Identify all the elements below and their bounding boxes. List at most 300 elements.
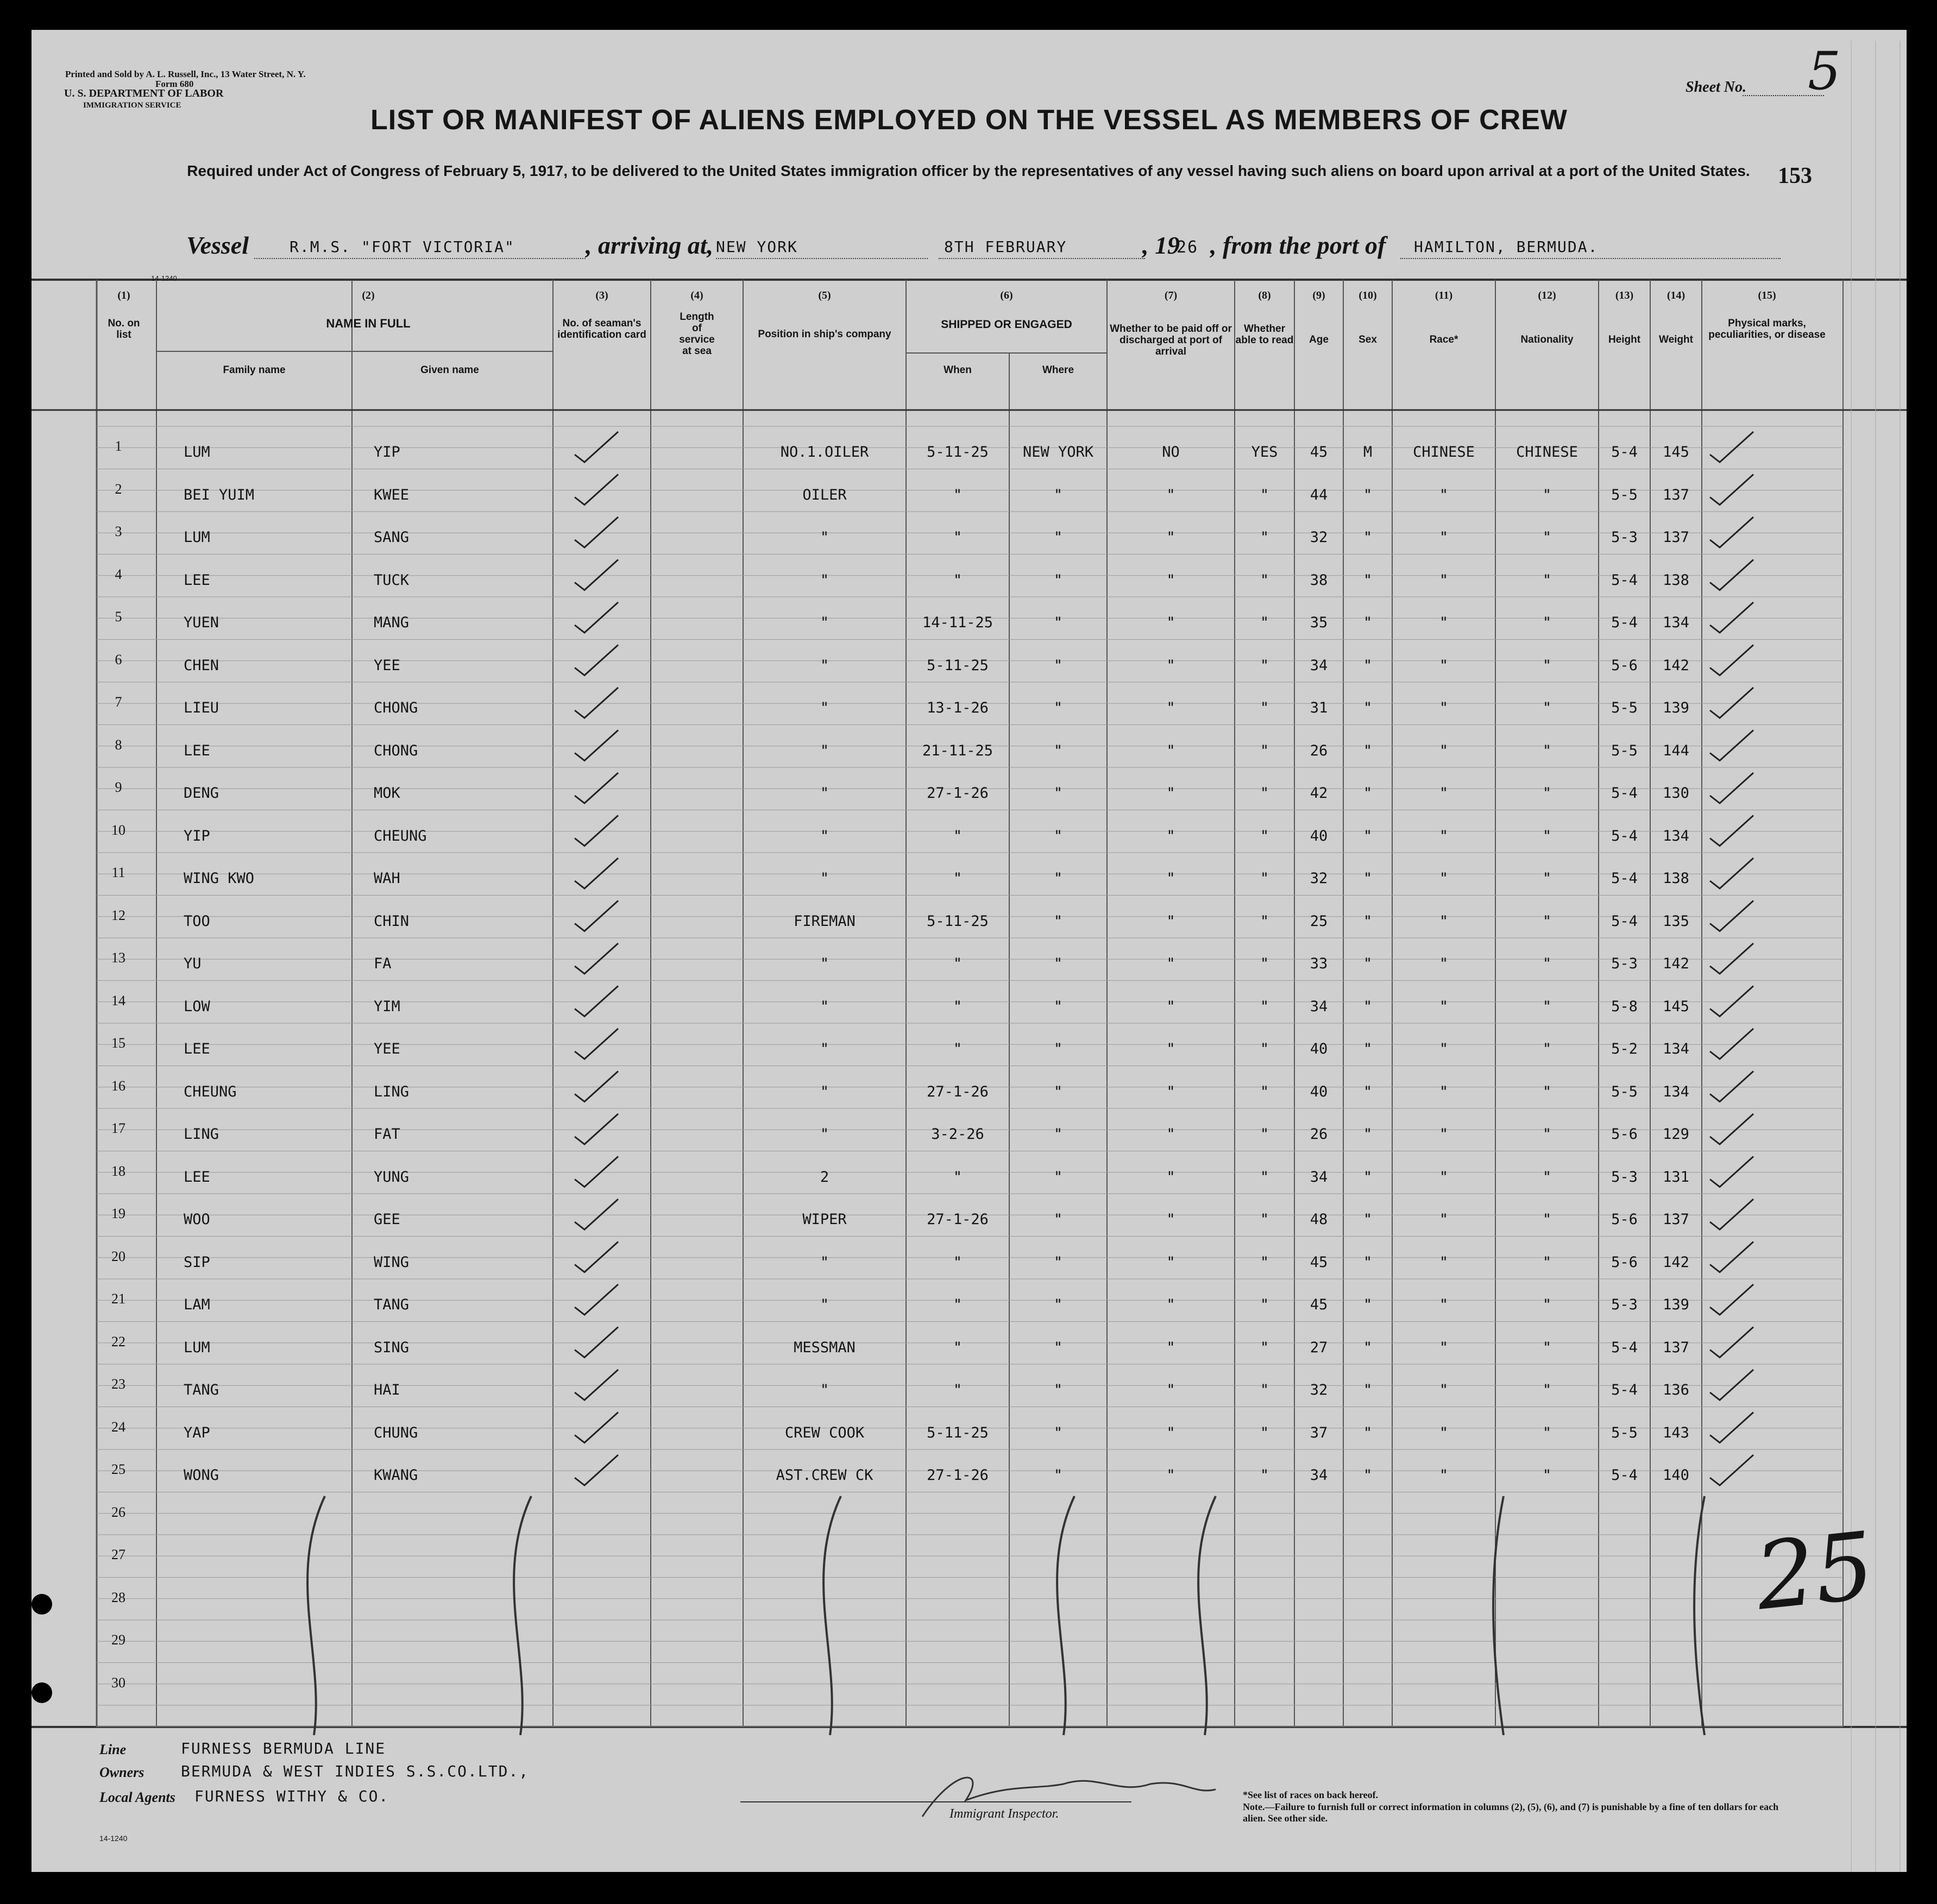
cancel-stroke bbox=[514, 1496, 531, 1735]
handwritten-total: 25 bbox=[1751, 1512, 1879, 1631]
cell-weight: 136 bbox=[1663, 1382, 1689, 1398]
cell-sex: " bbox=[1363, 529, 1373, 546]
cell-height: 5-5 bbox=[1611, 742, 1638, 759]
cell-family: LOW bbox=[184, 998, 210, 1015]
cell-height: 5-5 bbox=[1611, 699, 1638, 716]
row-number: 3 bbox=[115, 524, 122, 539]
cell-family: TOO bbox=[184, 912, 210, 930]
arrival-date: 8TH FEBRUARY bbox=[944, 238, 1067, 256]
cell-sex: " bbox=[1363, 1083, 1373, 1100]
cell-position: " bbox=[820, 827, 829, 844]
id-check-mark bbox=[575, 858, 618, 888]
id-check-mark bbox=[575, 1242, 618, 1272]
cell-age: 37 bbox=[1310, 1424, 1328, 1441]
cell-paid-off: " bbox=[1166, 699, 1175, 716]
cell-where: " bbox=[1053, 1339, 1063, 1356]
cell-race: " bbox=[1439, 870, 1449, 887]
row-number: 11 bbox=[111, 865, 125, 880]
cell-age: 26 bbox=[1310, 1126, 1328, 1143]
cell-paid-off: " bbox=[1166, 955, 1175, 972]
cell-sex: " bbox=[1363, 1382, 1373, 1398]
cell-nationality: " bbox=[1542, 1382, 1552, 1398]
cell-height: 5-4 bbox=[1611, 444, 1638, 461]
cell-read: " bbox=[1260, 529, 1269, 546]
col10-head: Sex bbox=[1359, 334, 1377, 345]
id-check-mark bbox=[575, 901, 618, 931]
cell-position: " bbox=[820, 1382, 829, 1398]
cell-position: " bbox=[820, 955, 829, 972]
cell-family: LUM bbox=[184, 1339, 210, 1356]
cell-age: 38 bbox=[1310, 571, 1328, 589]
cell-given: LING bbox=[374, 1083, 410, 1100]
arriving-dotline bbox=[716, 258, 928, 259]
cell-race: " bbox=[1439, 571, 1449, 589]
inspector-label: Immigrant Inspector. bbox=[949, 1807, 1059, 1821]
cell-when: " bbox=[953, 1168, 963, 1186]
cell-weight: 130 bbox=[1663, 785, 1689, 802]
cell-family: LEE bbox=[184, 742, 210, 759]
cell-family: LUM bbox=[184, 529, 210, 546]
cell-given: WAH bbox=[374, 870, 400, 887]
id-check-mark bbox=[575, 773, 618, 803]
cell-paid-off: " bbox=[1166, 1382, 1175, 1398]
cell-given: FA bbox=[374, 955, 392, 972]
cell-sex: " bbox=[1363, 1467, 1373, 1484]
cell-position: 2 bbox=[820, 1168, 829, 1186]
cell-height: 5-3 bbox=[1611, 1168, 1638, 1186]
cell-race: " bbox=[1439, 1168, 1449, 1186]
cell-sex: " bbox=[1363, 1296, 1373, 1313]
cell-sex: " bbox=[1363, 870, 1373, 887]
cell-age: 33 bbox=[1310, 955, 1328, 972]
row-number: 1 bbox=[115, 438, 122, 454]
cell-given: CHONG bbox=[374, 742, 418, 759]
cell-sex: " bbox=[1363, 1126, 1373, 1143]
cell-family: SIP bbox=[184, 1253, 210, 1271]
cell-sex: " bbox=[1363, 785, 1373, 802]
cell-weight: 137 bbox=[1663, 486, 1689, 503]
cell-height: 5-3 bbox=[1611, 1296, 1638, 1313]
cell-paid-off: " bbox=[1166, 1296, 1175, 1313]
cell-where: " bbox=[1053, 1168, 1063, 1186]
physical-check-mark bbox=[1710, 816, 1753, 846]
cell-weight: 131 bbox=[1663, 1168, 1689, 1186]
cell-family: WONG bbox=[184, 1467, 219, 1484]
cell-weight: 138 bbox=[1663, 571, 1689, 589]
row-number: 25 bbox=[111, 1461, 125, 1477]
cell-race: " bbox=[1439, 1253, 1449, 1271]
cell-where: " bbox=[1053, 486, 1063, 503]
cell-position: FIREMAN bbox=[794, 912, 856, 930]
cell-where: " bbox=[1053, 1211, 1063, 1228]
row-number: 17 bbox=[111, 1120, 125, 1136]
cell-where: " bbox=[1053, 1253, 1063, 1271]
cell-read: " bbox=[1260, 827, 1269, 844]
col12-num: (12) bbox=[1538, 289, 1556, 301]
cell-family: WOO bbox=[184, 1211, 210, 1228]
cell-sex: " bbox=[1363, 571, 1373, 589]
year-suffix: 26 bbox=[1177, 238, 1199, 257]
physical-check-mark bbox=[1710, 1284, 1753, 1315]
cell-read: " bbox=[1260, 1382, 1269, 1398]
physical-check-mark bbox=[1710, 943, 1753, 974]
arriving-label: , arriving at, bbox=[586, 231, 714, 259]
cell-age: 32 bbox=[1310, 1382, 1328, 1398]
given-name-head: Given name bbox=[420, 364, 479, 376]
cell-when: " bbox=[953, 1253, 963, 1271]
cell-nationality: " bbox=[1542, 1168, 1552, 1186]
cell-where: " bbox=[1053, 1083, 1063, 1100]
cell-age: 45 bbox=[1310, 1296, 1328, 1313]
cell-when: " bbox=[953, 1382, 963, 1398]
cell-height: 5-4 bbox=[1611, 1382, 1638, 1398]
cell-family: YAP bbox=[184, 1424, 210, 1441]
cell-where: " bbox=[1053, 657, 1063, 674]
id-check-mark bbox=[575, 1029, 618, 1059]
cell-where: " bbox=[1053, 998, 1063, 1015]
cell-given: CHIN bbox=[374, 912, 410, 930]
cell-age: 32 bbox=[1310, 870, 1328, 887]
row-number: 18 bbox=[111, 1163, 125, 1179]
page-subtitle: Required under Act of Congress of February 5, 1917, to be delivered to the United States immigration officer by the representatives of any vessel having such aliens on board upon arrival at a port of the United States. bbox=[187, 162, 1750, 179]
cell-race: CHINESE bbox=[1413, 444, 1475, 461]
cell-weight: 139 bbox=[1663, 699, 1689, 716]
cell-sex: " bbox=[1363, 1339, 1373, 1356]
col9-head: Age bbox=[1309, 334, 1329, 345]
cancel-stroke bbox=[1198, 1496, 1216, 1735]
id-check-mark bbox=[575, 602, 618, 633]
cell-weight: 145 bbox=[1663, 998, 1689, 1015]
cell-position: " bbox=[820, 998, 829, 1015]
cell-race: " bbox=[1439, 912, 1449, 930]
cell-position: MESSMAN bbox=[794, 1339, 856, 1356]
table-grid bbox=[32, 30, 1907, 1872]
cell-position: " bbox=[820, 1253, 829, 1271]
cell-race: " bbox=[1439, 1467, 1449, 1484]
cell-where: NEW YORK bbox=[1022, 444, 1094, 461]
col10-num: (10) bbox=[1359, 289, 1377, 301]
row-number: 9 bbox=[115, 779, 122, 795]
cell-position: CREW COOK bbox=[784, 1424, 865, 1441]
vessel-dotline bbox=[254, 258, 586, 259]
col9-num: (9) bbox=[1312, 289, 1325, 301]
cell-sex: " bbox=[1363, 827, 1373, 844]
cell-nationality: " bbox=[1542, 1424, 1552, 1441]
cell-age: 48 bbox=[1310, 1211, 1328, 1228]
id-check-mark bbox=[575, 1455, 618, 1485]
cell-where: " bbox=[1053, 912, 1063, 930]
cell-position: " bbox=[820, 529, 829, 546]
cell-height: 5-4 bbox=[1611, 785, 1638, 802]
cell-read: " bbox=[1260, 1083, 1269, 1100]
cell-age: 44 bbox=[1310, 486, 1328, 503]
cell-where: " bbox=[1053, 529, 1063, 546]
cell-race: " bbox=[1439, 998, 1449, 1015]
cell-height: 5-5 bbox=[1611, 1424, 1638, 1441]
cell-family: BEI YUIM bbox=[184, 486, 255, 503]
physical-check-mark bbox=[1710, 730, 1753, 761]
cell-position: " bbox=[820, 1126, 829, 1143]
row-number: 16 bbox=[111, 1077, 125, 1094]
cell-position: " bbox=[820, 571, 829, 589]
cell-race: " bbox=[1439, 742, 1449, 759]
cell-weight: 138 bbox=[1663, 870, 1689, 887]
cell-read: YES bbox=[1251, 444, 1278, 461]
cell-paid-off: " bbox=[1166, 529, 1175, 546]
cell-weight: 142 bbox=[1663, 657, 1689, 674]
cell-weight: 129 bbox=[1663, 1126, 1689, 1143]
id-check-mark bbox=[575, 560, 618, 590]
cell-paid-off: " bbox=[1166, 827, 1175, 844]
cell-weight: 140 bbox=[1663, 1467, 1689, 1484]
date-dotline bbox=[939, 258, 1145, 259]
col11-num: (11) bbox=[1435, 289, 1453, 301]
physical-check-mark bbox=[1710, 432, 1753, 462]
cell-weight: 137 bbox=[1663, 1339, 1689, 1356]
cell-age: 26 bbox=[1310, 742, 1328, 759]
cell-height: 5-4 bbox=[1611, 912, 1638, 930]
page-number: 153 bbox=[1778, 163, 1812, 188]
row-number: 4 bbox=[115, 566, 122, 582]
physical-check-mark bbox=[1710, 1157, 1753, 1187]
cell-paid-off: " bbox=[1166, 912, 1175, 930]
cell-age: 45 bbox=[1310, 1253, 1328, 1271]
cell-race: " bbox=[1439, 1296, 1449, 1313]
cell-given: CHUNG bbox=[374, 1424, 418, 1441]
id-check-mark bbox=[575, 688, 618, 718]
col7-head: Whether to be paid off or discharged at port of arrival bbox=[1110, 323, 1232, 357]
col15-num: (15) bbox=[1758, 289, 1776, 301]
cell-sex: " bbox=[1363, 742, 1373, 759]
cell-race: " bbox=[1439, 657, 1449, 674]
cell-given: YIM bbox=[374, 998, 400, 1015]
row-number: 6 bbox=[115, 651, 122, 667]
cell-when: " bbox=[953, 955, 963, 972]
year-prefix: , 19 bbox=[1142, 231, 1180, 259]
id-check-mark bbox=[575, 475, 618, 505]
cell-when: " bbox=[953, 486, 963, 503]
cell-read: " bbox=[1260, 486, 1269, 503]
row-number: 24 bbox=[111, 1418, 125, 1435]
cell-when: 5-11-25 bbox=[927, 657, 989, 674]
cell-read: " bbox=[1260, 1126, 1269, 1143]
from-port-label: , from the port of bbox=[1210, 231, 1386, 259]
manifest-sheet bbox=[32, 30, 1907, 1872]
cell-race: " bbox=[1439, 486, 1449, 503]
cell-when: " bbox=[953, 827, 963, 844]
cell-read: " bbox=[1260, 1339, 1269, 1356]
page-title: LIST OR MANIFEST OF ALIENS EMPLOYED ON THE VESSEL AS MEMBERS OF CREW bbox=[370, 104, 1568, 136]
owners-label: Owners bbox=[99, 1764, 144, 1780]
cell-given: YIP bbox=[374, 444, 400, 461]
cell-weight: 142 bbox=[1663, 955, 1689, 972]
cell-weight: 144 bbox=[1663, 742, 1689, 759]
col5-head: Position in ship's company bbox=[758, 329, 891, 340]
row-number: 20 bbox=[111, 1248, 125, 1264]
col4-head: Length of service at sea bbox=[679, 311, 715, 357]
cell-nationality: " bbox=[1542, 529, 1552, 546]
cell-height: 5-3 bbox=[1611, 955, 1638, 972]
cell-where: " bbox=[1053, 742, 1063, 759]
cell-where: " bbox=[1053, 785, 1063, 802]
col3-head: No. of seaman's identification card bbox=[557, 318, 646, 341]
cell-when: 5-11-25 bbox=[927, 1424, 989, 1441]
cell-given: SING bbox=[374, 1339, 410, 1356]
sheet-number-label: Sheet No. bbox=[1686, 79, 1746, 96]
cell-height: 5-6 bbox=[1611, 657, 1638, 674]
col7-num: (7) bbox=[1164, 289, 1178, 301]
cell-sex: " bbox=[1363, 486, 1373, 503]
cell-height: 5-5 bbox=[1611, 486, 1638, 503]
row-number: 15 bbox=[111, 1035, 125, 1051]
col6-num: (6) bbox=[1000, 289, 1013, 301]
cell-sex: " bbox=[1363, 1424, 1373, 1441]
cell-weight: 137 bbox=[1663, 1211, 1689, 1228]
row-number: 13 bbox=[111, 950, 125, 966]
arriving-port: NEW YORK bbox=[716, 238, 798, 256]
cell-age: 34 bbox=[1310, 998, 1328, 1015]
cell-nationality: " bbox=[1542, 1126, 1552, 1143]
cell-family: LAM bbox=[184, 1296, 210, 1313]
punch-hole bbox=[32, 1682, 52, 1703]
row-number: 10 bbox=[111, 822, 125, 838]
cell-height: 5-2 bbox=[1611, 1041, 1638, 1057]
cell-race: " bbox=[1439, 785, 1449, 802]
cell-race: " bbox=[1439, 1382, 1449, 1398]
cell-read: " bbox=[1260, 657, 1269, 674]
family-name-head: Family name bbox=[223, 364, 286, 376]
cell-sex: " bbox=[1363, 657, 1373, 674]
cell-given: GEE bbox=[374, 1211, 400, 1228]
cell-position: OILER bbox=[802, 486, 847, 503]
cell-sex: " bbox=[1363, 998, 1373, 1015]
cell-weight: 134 bbox=[1663, 1083, 1689, 1100]
id-check-mark bbox=[575, 1114, 618, 1144]
cell-age: 42 bbox=[1310, 785, 1328, 802]
cell-nationality: " bbox=[1542, 998, 1552, 1015]
cell-family: YUEN bbox=[184, 614, 219, 631]
cell-nationality: " bbox=[1542, 699, 1552, 716]
cell-given: CHEUNG bbox=[374, 827, 427, 844]
id-check-mark bbox=[575, 1071, 618, 1102]
cell-position: " bbox=[820, 614, 829, 631]
cell-height: 5-6 bbox=[1611, 1126, 1638, 1143]
physical-check-mark bbox=[1710, 602, 1753, 633]
row-number: 30 bbox=[111, 1674, 125, 1691]
row-number: 14 bbox=[111, 992, 125, 1008]
cell-sex: " bbox=[1363, 1168, 1373, 1186]
cell-family: LEE bbox=[184, 1168, 210, 1186]
cell-race: " bbox=[1439, 614, 1449, 631]
cell-sex: " bbox=[1363, 1253, 1373, 1271]
cell-nationality: " bbox=[1542, 1211, 1552, 1228]
row-number: 23 bbox=[111, 1376, 125, 1392]
agents-label: Local Agents bbox=[99, 1789, 175, 1805]
cell-read: " bbox=[1260, 785, 1269, 802]
row-number: 29 bbox=[111, 1632, 125, 1648]
races-note: *See list of races on back hereof. bbox=[1243, 1789, 1379, 1800]
cell-race: " bbox=[1439, 827, 1449, 844]
cell-position: " bbox=[820, 657, 829, 674]
cell-position: " bbox=[820, 1041, 829, 1057]
cell-weight: 142 bbox=[1663, 1253, 1689, 1271]
cell-race: " bbox=[1439, 529, 1449, 546]
physical-check-mark bbox=[1710, 1327, 1753, 1358]
cell-paid-off: " bbox=[1166, 998, 1175, 1015]
cell-family: LIEU bbox=[184, 699, 219, 716]
cell-when: " bbox=[953, 1041, 963, 1057]
cell-paid-off: " bbox=[1166, 785, 1175, 802]
cell-given: TANG bbox=[374, 1296, 410, 1313]
cell-sex: M bbox=[1363, 444, 1373, 461]
cell-paid-off: " bbox=[1166, 1041, 1175, 1057]
cell-height: 5-5 bbox=[1611, 1083, 1638, 1100]
id-check-mark bbox=[575, 1199, 618, 1230]
col4-num: (4) bbox=[690, 289, 703, 301]
physical-check-mark bbox=[1710, 688, 1753, 718]
id-check-mark bbox=[575, 943, 618, 974]
cell-paid-off: " bbox=[1166, 1424, 1175, 1441]
cell-where: " bbox=[1053, 1424, 1063, 1441]
cell-where: " bbox=[1053, 1296, 1063, 1313]
cell-read: " bbox=[1260, 1211, 1269, 1228]
cell-position: " bbox=[820, 742, 829, 759]
physical-check-mark bbox=[1710, 773, 1753, 803]
cell-when: 21-11-25 bbox=[922, 742, 993, 759]
cell-paid-off: " bbox=[1166, 742, 1175, 759]
cell-position: " bbox=[820, 870, 829, 887]
row-number: 27 bbox=[111, 1547, 125, 1562]
col6-head: SHIPPED OR ENGAGED bbox=[941, 318, 1072, 331]
cell-when: 3-2-26 bbox=[931, 1126, 984, 1143]
cell-height: 5-8 bbox=[1611, 998, 1638, 1015]
cell-paid-off: " bbox=[1166, 1083, 1175, 1100]
cell-read: " bbox=[1260, 912, 1269, 930]
sheet-number-value: 5 bbox=[1808, 41, 1841, 102]
cell-given: WING bbox=[374, 1253, 410, 1271]
line-value: FURNESS BERMUDA LINE bbox=[181, 1739, 386, 1757]
col13-num: (13) bbox=[1615, 289, 1634, 301]
form-number: Form 680 bbox=[155, 79, 194, 89]
cell-given: KWANG bbox=[374, 1467, 418, 1484]
cell-position: WIPER bbox=[802, 1211, 847, 1228]
cell-weight: 143 bbox=[1663, 1424, 1689, 1441]
cell-race: " bbox=[1439, 955, 1449, 972]
cell-where: " bbox=[1053, 955, 1063, 972]
cell-family: LEE bbox=[184, 1041, 210, 1057]
cell-given: YEE bbox=[374, 1041, 400, 1057]
cell-where: " bbox=[1053, 870, 1063, 887]
cell-when: " bbox=[953, 1339, 963, 1356]
row-number: 7 bbox=[115, 694, 122, 710]
physical-check-mark bbox=[1710, 560, 1753, 590]
department: U. S. DEPARTMENT OF LABOR bbox=[64, 87, 224, 99]
cell-paid-off: " bbox=[1166, 870, 1175, 887]
col8-head: Whether able to read bbox=[1235, 323, 1294, 346]
id-check-mark bbox=[575, 1157, 618, 1187]
cell-position: AST.CREW CK bbox=[776, 1467, 873, 1484]
cell-paid-off: NO bbox=[1162, 444, 1180, 461]
cell-read: " bbox=[1260, 742, 1269, 759]
physical-check-mark bbox=[1710, 858, 1753, 888]
cell-given: MANG bbox=[374, 614, 410, 631]
cell-paid-off: " bbox=[1166, 1467, 1175, 1484]
col2-head: NAME IN FULL bbox=[326, 317, 411, 330]
printer-line: Printed and Sold by A. L. Russell, Inc., 13 Water Street, N. Y. bbox=[65, 69, 306, 79]
id-check-mark bbox=[575, 432, 618, 462]
cancel-stroke bbox=[1493, 1496, 1504, 1735]
cell-read: " bbox=[1260, 870, 1269, 887]
